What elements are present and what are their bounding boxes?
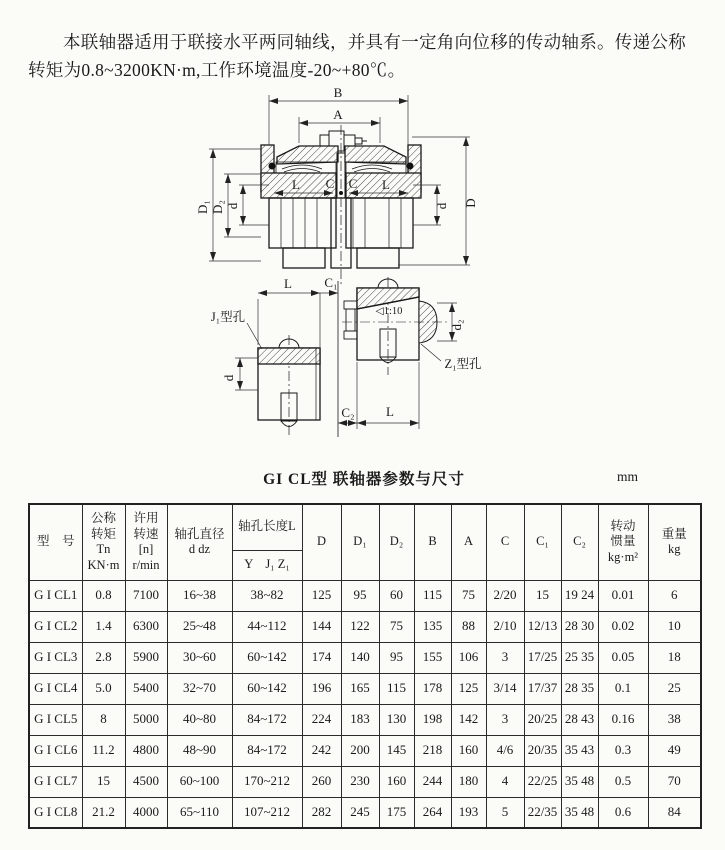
- table-cell: 2.8: [82, 642, 125, 673]
- col-header-weight: [648, 504, 701, 580]
- table-cell: 22/25: [524, 766, 561, 797]
- table-cell: 260: [302, 766, 341, 797]
- table-cell: 0.3: [598, 735, 648, 766]
- header-line: Tn: [96, 542, 111, 557]
- table-cell: 2/20: [486, 580, 524, 611]
- header-line: 公称: [90, 511, 116, 525]
- table-cell: 175: [379, 797, 414, 828]
- header-line: 轴孔直径: [174, 526, 225, 541]
- table-cell: 5.0: [82, 673, 125, 704]
- table-cell: 198: [414, 704, 451, 735]
- table-cell: 106: [451, 642, 486, 673]
- table-cell: 10: [648, 611, 701, 642]
- table-cell: 28 30: [561, 611, 598, 642]
- table-cell: 115: [414, 580, 451, 611]
- col-header-bore-length-types: Y J₁ Z₁: [232, 550, 302, 580]
- parameters-table: [28, 503, 702, 829]
- table-cell: 60: [379, 580, 414, 611]
- dim-label-c-right: C: [348, 176, 358, 191]
- table-row: [29, 580, 701, 611]
- col-header-inertia: [598, 504, 648, 580]
- dim-label-l-top: L: [284, 276, 292, 291]
- header-line: 惯量: [610, 534, 636, 549]
- table-cell: 122: [341, 611, 379, 642]
- table-row: [29, 735, 701, 766]
- table-cell: 38~82: [232, 580, 302, 611]
- table-cell: 25: [648, 673, 701, 704]
- col-header-D: D: [302, 504, 341, 580]
- intro-paragraph: 本联轴器适用于联接水平两同轴线，并具有一定角向位移的传动轴系。传递公称转矩为0.8~3200KN·m,工作环境温度-20~+80℃。: [28, 31, 686, 81]
- table-cell: 35 43: [561, 735, 598, 766]
- table-cell: G I CL4: [29, 673, 82, 704]
- table-cell: 200: [341, 735, 379, 766]
- table-cell: 20/35: [524, 735, 561, 766]
- header-line: [n]: [138, 542, 154, 557]
- table-cell: G I CL2: [29, 611, 82, 642]
- table-cell: 0.5: [598, 766, 648, 797]
- table-cell: 0.05: [598, 642, 648, 673]
- header-line: 转动: [610, 518, 636, 533]
- table-cell: 5000: [125, 704, 167, 735]
- dim-label-d-outer: D: [463, 198, 478, 208]
- table-cell: G I CL6: [29, 735, 82, 766]
- table-cell: 3: [486, 704, 524, 735]
- header-line: 转速: [133, 526, 159, 541]
- table-cell: 28 43: [561, 704, 598, 735]
- j1-hole-label: J₁型孔: [210, 310, 246, 324]
- main-view-drawing: [261, 125, 421, 285]
- table-row: [29, 797, 701, 828]
- table-cell: G I CL5: [29, 704, 82, 735]
- table-cell: 4000: [125, 797, 167, 828]
- table-cell: 282: [302, 797, 341, 828]
- table-cell: 2/10: [486, 611, 524, 642]
- dim-label-d2-main: D₂: [210, 200, 225, 214]
- table-cell: 49: [648, 735, 701, 766]
- table-cell: 160: [379, 766, 414, 797]
- table-cell: 242: [302, 735, 341, 766]
- dim-label-d1: D₁: [195, 200, 210, 214]
- table-cell: 5: [486, 797, 524, 828]
- table-cell: 142: [451, 704, 486, 735]
- table-cell: 0.8: [82, 580, 125, 611]
- dim-label-l-right: L: [382, 177, 390, 192]
- col-header-B: B: [414, 504, 451, 580]
- table-cell: 12/13: [524, 611, 561, 642]
- table-cell: 21.2: [82, 797, 125, 828]
- header-line: 许用: [133, 511, 159, 525]
- table-cell: 4/6: [486, 735, 524, 766]
- table-cell: 95: [341, 580, 379, 611]
- table-cell: 1.4: [82, 611, 125, 642]
- table-cell: 4: [486, 766, 524, 797]
- table-cell: 18: [648, 642, 701, 673]
- dim-label-l-bottom: L: [386, 404, 394, 419]
- table-cell: 88: [451, 611, 486, 642]
- table-cell: 8: [82, 704, 125, 735]
- table-cell: 25 35: [561, 642, 598, 673]
- table-cell: 44~112: [232, 611, 302, 642]
- table-row: [29, 673, 701, 704]
- header-line: d dz: [188, 542, 211, 557]
- col-header-C2: C₂: [561, 504, 598, 580]
- table-cell: 3: [486, 642, 524, 673]
- table-cell: 11.2: [82, 735, 125, 766]
- taper-label: ◁1:10: [375, 306, 403, 317]
- dim-label-l-left: L: [292, 177, 300, 192]
- col-header-C: C: [486, 504, 524, 580]
- header-line: 转矩: [90, 526, 116, 541]
- table-cell: 115: [379, 673, 414, 704]
- table-cell: 84: [648, 797, 701, 828]
- table-cell: 25~48: [167, 611, 232, 642]
- col-header-speed: [125, 504, 167, 580]
- col-header-bore-diameter: [167, 504, 232, 580]
- table-cell: 35 48: [561, 766, 598, 797]
- table-cell: 4800: [125, 735, 167, 766]
- table-header: [29, 504, 701, 580]
- dim-label-b: B: [333, 85, 343, 100]
- table-cell: 35 48: [561, 797, 598, 828]
- table-cell: 65~110: [167, 797, 232, 828]
- header-line: KN·m: [87, 557, 120, 572]
- table-cell: 48~90: [167, 735, 232, 766]
- table-cell: 0.1: [598, 673, 648, 704]
- table-cell: G I CL8: [29, 797, 82, 828]
- table-cell: 3/14: [486, 673, 524, 704]
- table-cell: 125: [451, 673, 486, 704]
- table-cell: 180: [451, 766, 486, 797]
- table-cell: 40~80: [167, 704, 232, 735]
- dim-label-c2: C₂: [341, 405, 355, 420]
- table-cell: 0.01: [598, 580, 648, 611]
- table-cell: 155: [414, 642, 451, 673]
- col-header-torque: [82, 504, 125, 580]
- table-cell: 135: [414, 611, 451, 642]
- table-cell: 22/35: [524, 797, 561, 828]
- unit-label: mm: [616, 469, 638, 484]
- table-cell: 84~172: [232, 735, 302, 766]
- col-header-A: A: [451, 504, 486, 580]
- col-header-model: 型 号: [29, 504, 82, 580]
- table-cell: 178: [414, 673, 451, 704]
- table-cell: 60~100: [167, 766, 232, 797]
- table-cell: 183: [341, 704, 379, 735]
- dim-label-d-left: d: [225, 202, 240, 210]
- table-row: [29, 611, 701, 642]
- dim-label-d-hub: d: [221, 374, 236, 382]
- table-cell: 125: [302, 580, 341, 611]
- table-row: [29, 766, 701, 797]
- dim-label-c-left: C: [325, 176, 335, 191]
- table-cell: 244: [414, 766, 451, 797]
- table-cell: 19 24: [561, 580, 598, 611]
- table-cell: 6: [648, 580, 701, 611]
- table-cell: G I CL3: [29, 642, 82, 673]
- dim-label-d2: d₂: [449, 319, 464, 331]
- col-header-D2: D₂: [379, 504, 414, 580]
- col-header-bore-length: 轴孔长度L: [232, 504, 302, 550]
- coupling-diagram: [0, 85, 725, 465]
- col-header-D1: D₁: [341, 504, 379, 580]
- table-cell: 140: [341, 642, 379, 673]
- table-cell: 28 35: [561, 673, 598, 704]
- col-header-C1: C₁: [524, 504, 561, 580]
- table-cell: 70: [648, 766, 701, 797]
- table-body: [29, 580, 701, 828]
- table-cell: 0.16: [598, 704, 648, 735]
- table-cell: 60~142: [232, 642, 302, 673]
- dim-label-a: A: [333, 107, 343, 122]
- table-cell: 224: [302, 704, 341, 735]
- table-title: GI CL型 联轴器参数与尺寸: [263, 471, 465, 488]
- dim-label-c1: C₁: [324, 275, 338, 290]
- table-cell: 38: [648, 704, 701, 735]
- table-cell: 218: [414, 735, 451, 766]
- table-caption-row: [28, 467, 700, 489]
- table-cell: 5400: [125, 673, 167, 704]
- table-cell: 193: [451, 797, 486, 828]
- table-cell: 20/25: [524, 704, 561, 735]
- header-line: 重量: [661, 526, 687, 541]
- table-cell: 245: [341, 797, 379, 828]
- table-cell: 0.6: [598, 797, 648, 828]
- dim-label-d-right: d: [434, 202, 449, 210]
- table-row: [29, 704, 701, 735]
- table-cell: 7100: [125, 580, 167, 611]
- table-cell: 165: [341, 673, 379, 704]
- table-cell: G I CL7: [29, 766, 82, 797]
- table-cell: 170~212: [232, 766, 302, 797]
- table-cell: 4500: [125, 766, 167, 797]
- table-cell: 75: [379, 611, 414, 642]
- table-cell: 84~172: [232, 704, 302, 735]
- table-cell: G I CL1: [29, 580, 82, 611]
- table-cell: 130: [379, 704, 414, 735]
- table-cell: 75: [451, 580, 486, 611]
- table-cell: 0.02: [598, 611, 648, 642]
- table-cell: 145: [379, 735, 414, 766]
- table-cell: 95: [379, 642, 414, 673]
- table-cell: 107~212: [232, 797, 302, 828]
- header-line: kg·m²: [607, 550, 639, 565]
- table-cell: 174: [302, 642, 341, 673]
- table-cell: 230: [341, 766, 379, 797]
- table-cell: 264: [414, 797, 451, 828]
- table-cell: 32~70: [167, 673, 232, 704]
- header-line: kg: [668, 542, 681, 557]
- table-cell: 15: [524, 580, 561, 611]
- table-cell: 144: [302, 611, 341, 642]
- z1-hole-label: Z₁型孔: [444, 357, 482, 371]
- table-cell: 160: [451, 735, 486, 766]
- table-cell: 196: [302, 673, 341, 704]
- header-line: r/min: [132, 557, 160, 572]
- table-cell: 60~142: [232, 673, 302, 704]
- table-cell: 17/37: [524, 673, 561, 704]
- table-cell: 15: [82, 766, 125, 797]
- table-cell: 17/25: [524, 642, 561, 673]
- table-cell: 16~38: [167, 580, 232, 611]
- table-cell: 5900: [125, 642, 167, 673]
- table-cell: 6300: [125, 611, 167, 642]
- table-cell: 30~60: [167, 642, 232, 673]
- table-row: [29, 642, 701, 673]
